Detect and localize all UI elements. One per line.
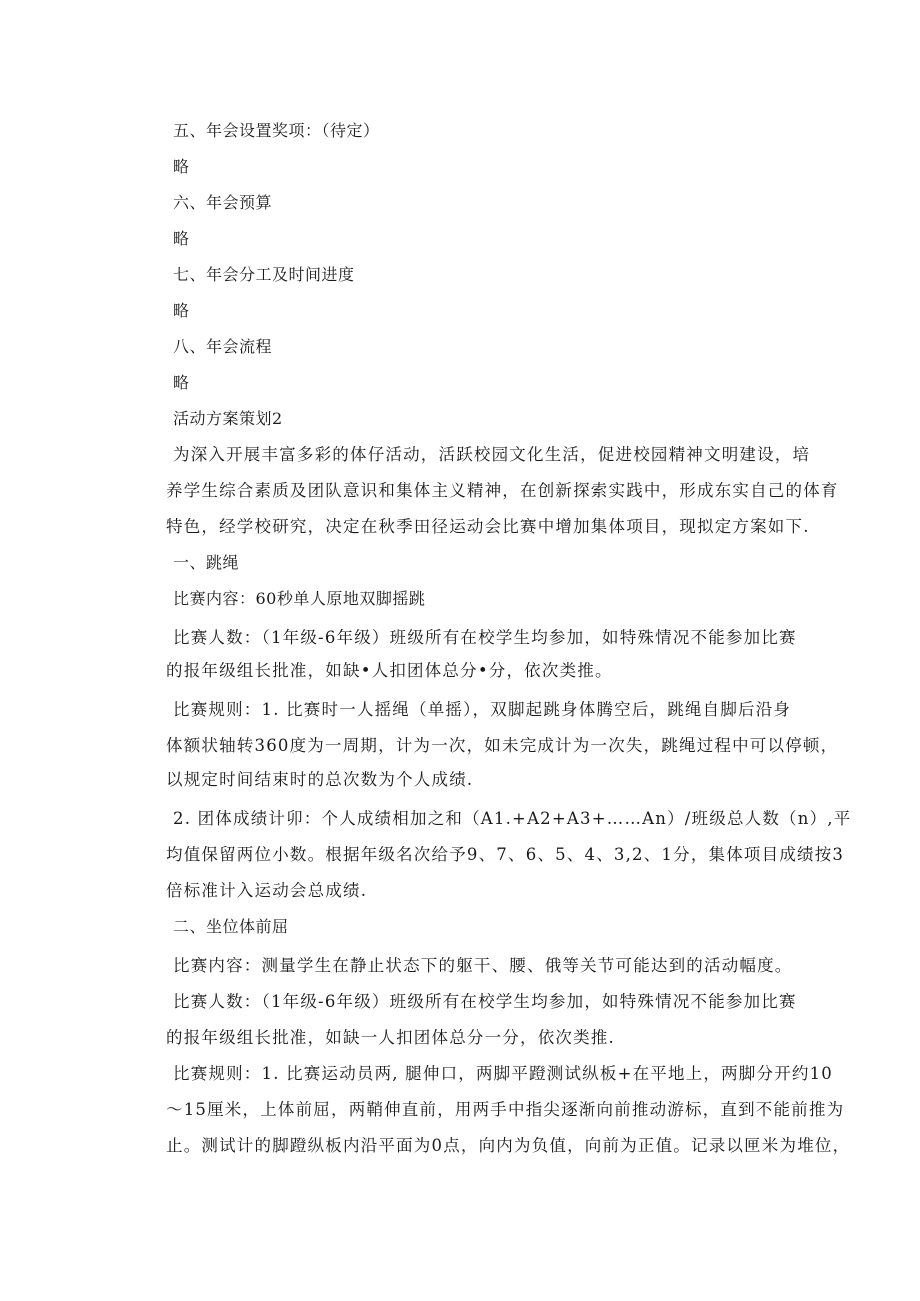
placeholder-text: 略	[173, 157, 190, 176]
section-heading-budget: 六、年会预算	[173, 193, 273, 212]
paragraph-line: 比赛内容：60秒单人原地双脚摇跳	[173, 589, 426, 608]
placeholder-text: 略	[173, 373, 190, 392]
paragraph-line: 的报年级组长批准，如缺一人扣团体总分一分，依次类推.	[166, 1028, 615, 1047]
paragraph-line: 比赛人数：（1年级-6年级）班级所有在校学生均参加，如特殊情况不能参加比赛	[173, 992, 797, 1011]
paragraph-line: 体额状轴转360度为一周期，计为一次，如未完成计为一次失，跳绳过程中可以停顿，	[166, 736, 839, 755]
paragraph-line: 以规定时间结束时的总次数为个人成绩.	[166, 770, 474, 789]
paragraph-line: 比赛规则：1. 比赛运动员两, 腿伸口，两脚平蹬测试纵板+在平地上，两脚分开约10	[173, 1064, 833, 1083]
section-heading-sit-reach: 二、坐位体前屈	[173, 917, 289, 936]
paragraph-line: 特色，经学校研究，决定在秋季田径运动会比赛中增加集体项目，现拟定方案如下.	[166, 517, 810, 536]
paragraph-line: ～15厘米，上体前屈，两鞘伸直前，用两手中指尖逐渐向前推动游标，直到不能前推为	[166, 1100, 845, 1119]
document-title: 活动方案策划2	[173, 409, 283, 428]
paragraph-line: 比赛人数：（1年级-6年级）班级所有在校学生均参加，如特殊情况不能参加比赛	[173, 628, 797, 647]
paragraph-line: 比赛规则：1. 比赛时一人摇绳（单摇），双脚起跳身体腾空后，跳绳自脚后沿身	[173, 700, 792, 719]
paragraph-line: 均值保留两位小数。根据年级名次给予9、7、6、5、4、3,2、1分，集体项目成绩按3	[166, 845, 845, 864]
section-heading-schedule: 七、年会分工及时间进度	[173, 265, 355, 284]
section-heading-rope: 一、跳绳	[173, 553, 240, 572]
paragraph-line: 2. 团体成绩计卯：个人成绩相加之和（A1.+A2+A3+……An）/班级总人数（n）,平	[173, 809, 852, 828]
paragraph-line: 为深入开展丰富多彩的体仔活动，活跃校园文化生活，促进校园精神文明建设，培	[173, 445, 811, 464]
section-heading-awards: 五、年会设置奖项：（待定）	[173, 121, 380, 140]
paragraph-line: 倍标准计入运动会总成绩.	[166, 881, 368, 900]
placeholder-text: 略	[173, 301, 190, 320]
section-heading-process: 八、年会流程	[173, 337, 273, 356]
paragraph-line: 比赛内容：测量学生在静止状态下的躯干、腰、俄等关节可能达到的活动幅度。	[173, 956, 793, 975]
placeholder-text: 略	[173, 229, 190, 248]
paragraph-line: 养学生综合素质及团队意识和集体主义精神，在创新探索实践中，形成东实自己的体育	[166, 481, 839, 500]
paragraph-line: 止。测试计的脚蹬纵板内沿平面为0点，向内为负值，向前为正值。记录以匣米为堆位，	[166, 1136, 851, 1155]
paragraph-line: 的报年级组长批准，如缺•人扣团体总分•分，依次类推。	[166, 661, 613, 680]
